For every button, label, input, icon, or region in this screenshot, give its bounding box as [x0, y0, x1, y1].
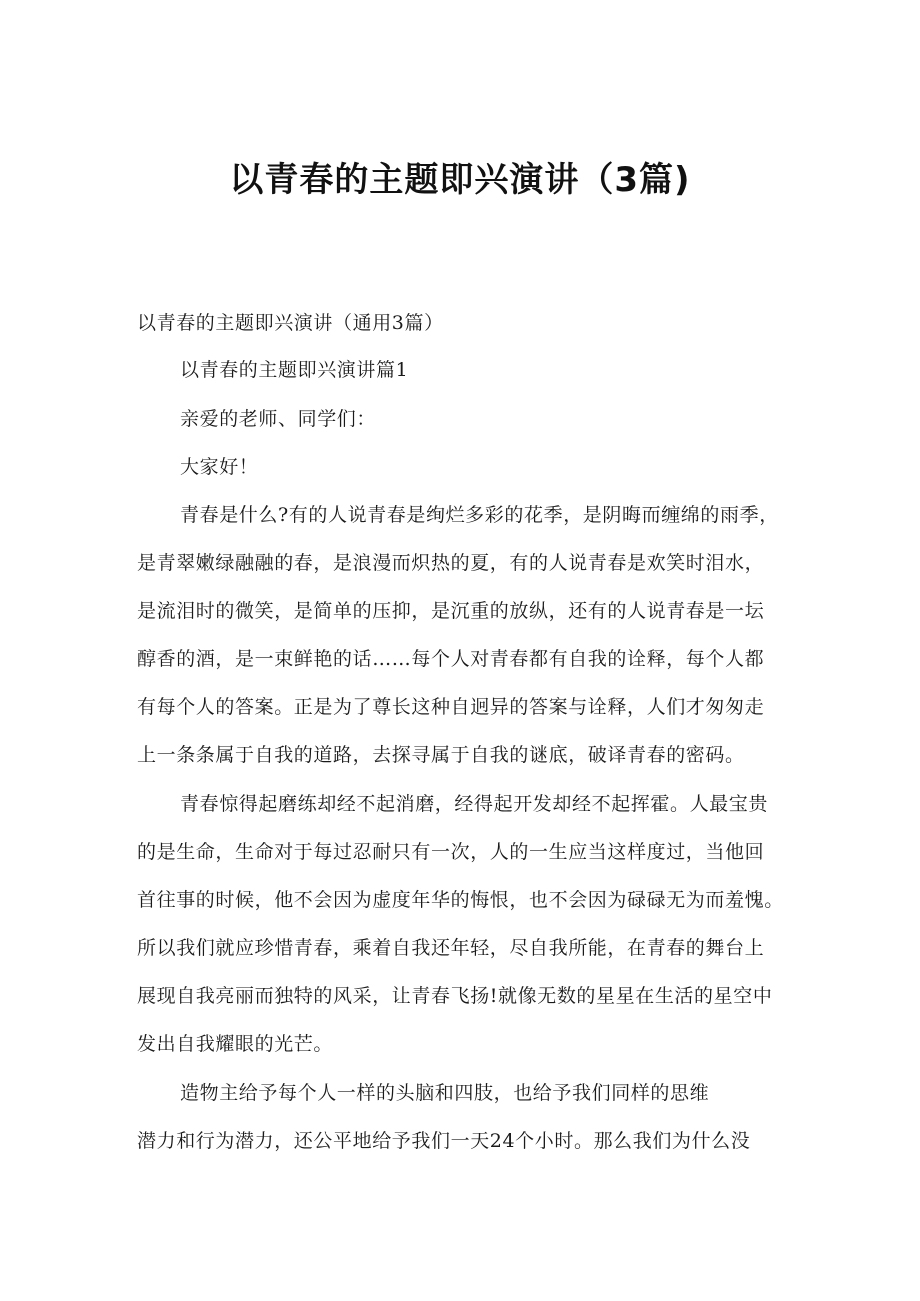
paragraph-2-line: 首往事的时候，他不会因为虚度年华的悔恨，也不会因为碌碌无为而羞愧。	[137, 889, 784, 911]
section-heading: 以青春的主题即兴演讲篇1	[180, 359, 409, 381]
paragraph-1-line: 醇香的酒，是一束鲜艳的话……每个人对青春都有自我的诠释，每个人都	[137, 648, 765, 670]
paragraph-2-line: 展现自我亮丽而独特的风采，让青春飞扬!就像无数的星星在生活的星空中	[137, 985, 773, 1007]
salutation: 亲爱的老师、同学们：	[180, 408, 377, 430]
paragraph-1-line: 上一条条属于自我的道路，去探寻属于自我的谜底，破译青春的密码。	[137, 744, 745, 766]
paragraph-2-line: 所以我们就应珍惜青春，乘着自我还年轻，尽自我所能，在青春的舞台上	[137, 937, 765, 959]
paragraph-1-line: 青春是什么?有的人说青春是绚烂多彩的花季，是阴晦而缠绵的雨季，	[180, 504, 779, 526]
paragraph-2-line: 的是生命，生命对于每过忍耐只有一次，人的一生应当这样度过，当他回	[137, 841, 765, 863]
paragraph-1-line: 是青翠嫩绿融融的春，是浪漫而炽热的夏，有的人说青春是欢笑时泪水，	[137, 552, 765, 574]
document-subtitle: 以青春的主题即兴演讲（通用3篇）	[137, 312, 444, 334]
paragraph-1-line: 是流泪时的微笑，是简单的压抑，是沉重的放纵，还有的人说青春是一坛	[137, 600, 765, 622]
paragraph-3-line: 造物主给予每个人一样的头脑和四肢，也给予我们同样的思维	[180, 1082, 710, 1104]
paragraph-2-line: 发出自我耀眼的光芒。	[137, 1033, 334, 1055]
paragraph-3-line: 潜力和行为潜力，还公平地给予我们一天24个小时。那么我们为什么没	[137, 1130, 751, 1152]
greeting: 大家好！	[180, 456, 259, 478]
document-title: 以青春的主题即兴演讲（3篇)	[229, 160, 691, 200]
paragraph-2-line: 青春惊得起磨练却经不起消磨，经得起开发却经不起挥霍。人最宝贵	[180, 793, 769, 815]
paragraph-1-line: 有每个人的答案。正是为了尊长这种自迥异的答案与诠释，人们才匆匆走	[137, 696, 765, 718]
